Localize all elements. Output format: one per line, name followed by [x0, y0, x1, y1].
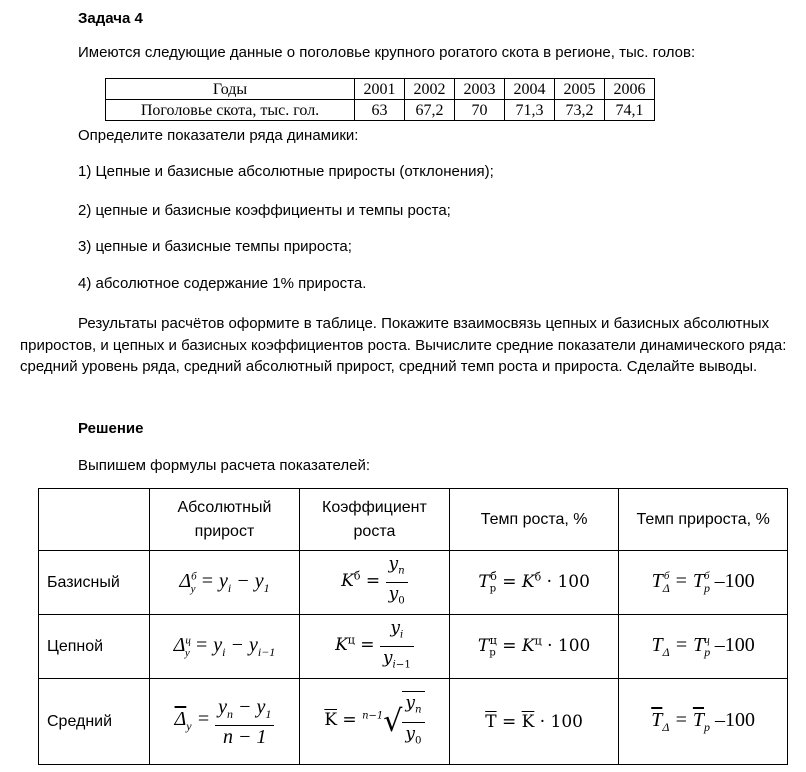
table-cell: 2005 [555, 79, 605, 100]
header-growth-rate: Темп роста, % [449, 489, 618, 551]
row-label-basic: Базисный [39, 551, 150, 615]
number-minus-100: –100 [714, 569, 755, 592]
list-item: 1) Цепные и базисные абсолютные приросты (отклонения); [78, 163, 494, 180]
table-cell: Годы [106, 79, 355, 100]
formula-coef-chain: $K^ц$ = $\frac{y_i}{y_{i-1}}$ [299, 615, 449, 679]
number-100: 100 [557, 572, 590, 593]
formula-coef-basic: $K^б$ = $\frac{y_n}{y_0}$ [299, 551, 449, 615]
table-row [39, 679, 788, 765]
livestock-data-table [105, 78, 655, 121]
number-minus-100: –100 [715, 708, 756, 731]
number-100: 100 [550, 711, 583, 732]
task-title: Задача 4 [78, 10, 143, 27]
table-row [106, 100, 655, 121]
table-cell: 67,2 [405, 100, 455, 121]
formula-rate-chain: $T_р^ц = K^ц \cdot 100$ [449, 615, 618, 679]
solution-intro: Выпишем формулы расчета показателей: [78, 457, 371, 474]
table-cell: 2001 [355, 79, 405, 100]
formula-increment-basic: $T_\Delta^б = T_p^б$ –100 [619, 551, 788, 615]
table-header-row [106, 79, 655, 100]
table-cell: 2002 [405, 79, 455, 100]
header-absolute-growth: Абсолютный прирост [150, 489, 300, 551]
define-text: Определите показатели ряда динамики: [78, 127, 359, 144]
number-100: 100 [557, 636, 591, 657]
formula-increment-chain: $T_\Delta = T_p^ц$ –100 [619, 615, 788, 679]
table-corner-cell [39, 489, 150, 551]
list-item: 4) абсолютное содержание 1% прироста. [78, 275, 367, 292]
table-cell: 71,3 [505, 100, 555, 121]
solution-title: Решение [78, 420, 144, 437]
formula-coef-average: $\overline{K} = ^{n-1}√$ $\frac{y_n}{y_0}$ [299, 679, 449, 765]
formula-table [38, 488, 788, 765]
formula-increment-average: $\overline{T}_\Delta = \overline{T}_p$ –100 [619, 679, 788, 765]
table-cell: 2004 [505, 79, 555, 100]
table-cell: 2003 [455, 79, 505, 100]
list-item: 3) цепные и базисные темпы прироста; [78, 238, 352, 255]
list-item: 2) цепные и базисные коэффициенты и темпы роста; [78, 202, 451, 219]
formula-header-row [39, 489, 788, 551]
number-minus-100: –100 [714, 633, 755, 656]
formula-abs-basic: $\Delta^б_y = y_i - y_1$ [150, 551, 300, 615]
header-increment-rate: Темп прироста, % [619, 489, 788, 551]
row-label-chain: Цепной [39, 615, 150, 679]
table-row [39, 551, 788, 615]
formula-rate-average: $\overline{T} = \overline{K} \cdot 100$ [449, 679, 618, 765]
row-label-average: Средний [39, 679, 150, 765]
instructions-paragraph: Результаты расчётов оформите в таблице. Покажите взаимосвязь цепных и базисных абсолютных приростов, и цепных и базисных коэффициентов роста. Вычислите средние показатели динамического ряда: средний уровень ряда, средний абсолютный прирост, средний темп роста и прироста. Сделайте выводы. [20, 315, 787, 375]
formula-rate-basic: $T_р^б = K^б \cdot 100$ [449, 551, 618, 615]
formula-abs-chain: $\Delta^ц_y = y_i - y_{i-1}$ [150, 615, 300, 679]
formula-abs-average: $\overline{\Delta}_y$ = $\frac{y_n - y_1}{n - 1}$ [150, 679, 300, 765]
table-cell: 73,2 [555, 100, 605, 121]
table-cell: 70 [455, 100, 505, 121]
intro-text: Имеются следующие данные о поголовье крупного рогатого скота в регионе, тыс. голов: [78, 44, 696, 61]
table-cell: Поголовье скота, тыс. гол. [106, 100, 355, 121]
table-cell: 63 [355, 100, 405, 121]
table-cell: 2006 [605, 79, 655, 100]
table-cell: 74,1 [605, 100, 655, 121]
table-row [39, 615, 788, 679]
header-growth-coefficient: Коэффициент роста [299, 489, 449, 551]
